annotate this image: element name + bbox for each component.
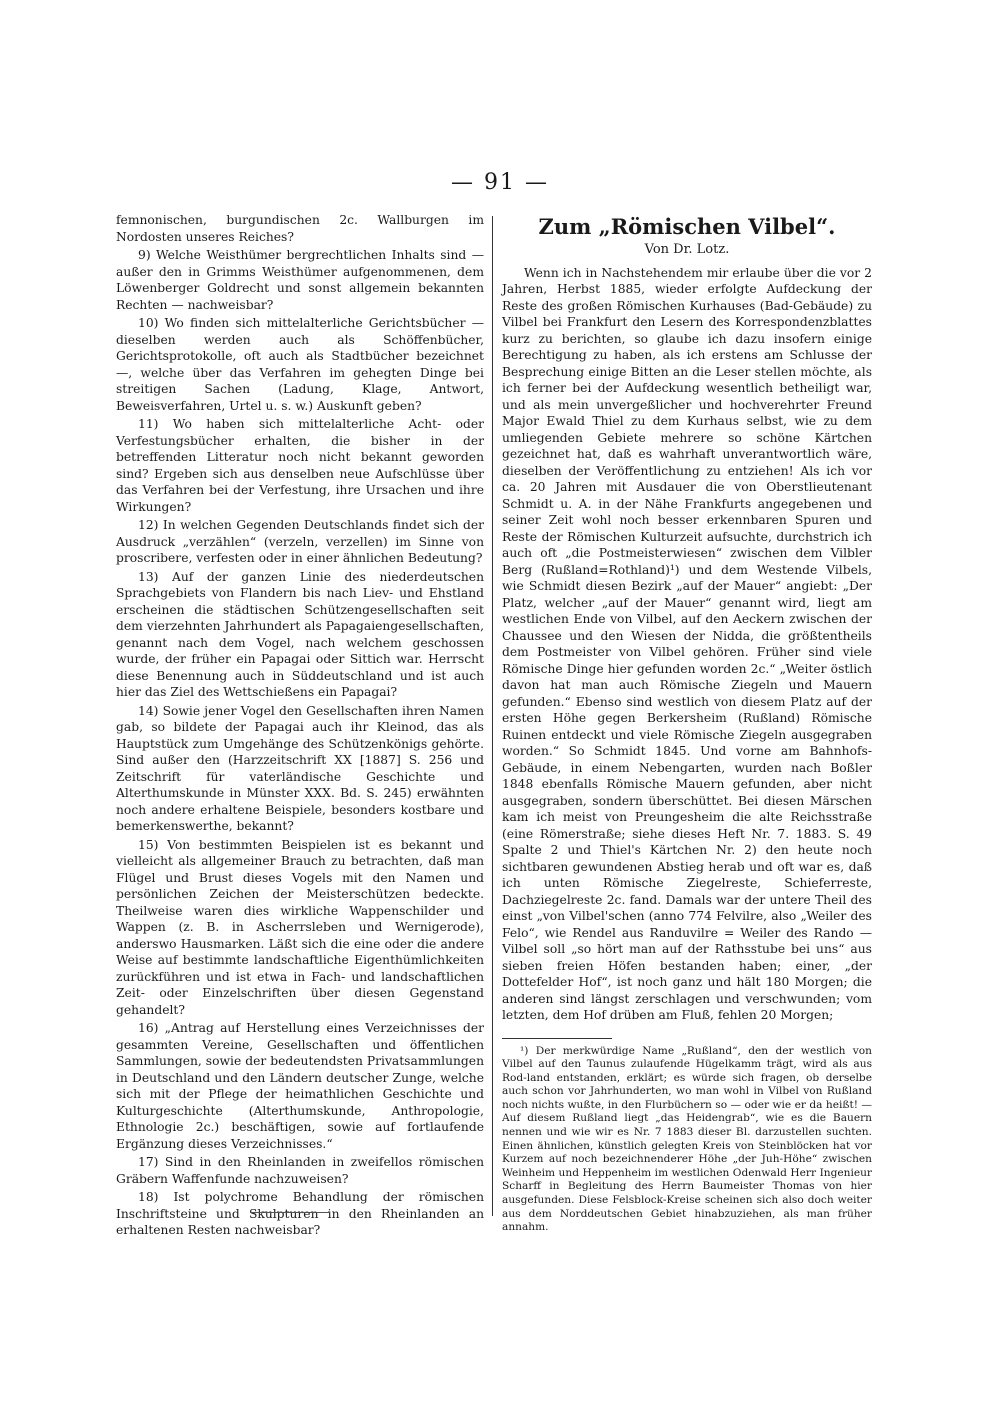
footnote-text: ¹) Der merkwürdige Name „Rußland“, den der westlich von Vilbel auf den Taunus zulaufende Hügelkamm trägt, wird als aus Rod-land entstanden, erklärt; es würde sich fragen, ob derselbe auch schon vor Jahrhunderten, wo man wohl in Vilbel von Rußland noch nichts wußte, in den Flurbüchern so — oder wie er da heißt! — Auf diesem Rußland liegt „das Heidengrab“, wie es die Bauern nennen und wie wir es Nr. 7 1883 dieser Bl. darzustellen suchten. Einen ähnlichen, künstlich gelegten Kreis von Steinblöcken hat vor Kurzem auf noch bezeichnenderer Höhe „der Juh-Höhe“ zwischen Weinheim und Heppenheim im westlichen Odenwald Herr Ingenieur Scharff in Begleitung des Herrn Baumeister Thomas von hier ausgefunden. Diese Felsblock-Kreise scheinen sich also doch weiter aus dem Norddeutschen Gebiet hinabzuziehen, als man früher annahm. (502, 1044, 872, 1234)
paragraph: 12) In welchen Gegenden Deutschlands findet sich der Ausdruck „verzählen“ (verzeln, verzellen) im Sinne von proscribere, verfesten oder in einer ähnlichen Bedeutung? (116, 518, 484, 565)
paragraph: 16) „Antrag auf Herstellung eines Verzeichnisses der gesammten Vereine, Gesellschaften und öffentlichen Sammlungen, sowie der bedeutendsten Privatsammlungen in Deutschland und den Ländern deutscher Zunge, welche sich mit der Pflege der heimathlichen Geschichte und Kulturgeschichte (Alterthumskunde, Anthropologie, Ethnologie 2c.) beschäftigen, sowie auf fortlaufende Ergänzung dieses Verzeichnisses.“ (116, 1021, 484, 1151)
footnote-rule (502, 1038, 612, 1039)
article-body: Wenn ich in Nachstehendem mir erlaube über die vor 2 Jahren, Herbst 1885, wieder erfolgte Aufdeckung der Reste des großen Römischen Kurhauses (Bad-Gebäude) zu Vilbel bei Frankfurt den Lesern des Korrespondenzblattes kurz zu berichten, so glaube ich dazu insofern einige Berechtigung zu haben, als ich erstens am Schlusse der Besprechung einige Bitten an die Leser stellen möchte, als ich ferner bei der Aufdeckung wesentlich betheiligt war, und als mein unvergeßlicher und hochverehrter Freund Major Ewald Thiel zu dem Kurhaus selbst, wie zu dem umliegenden Gebiete mehrere so schöne Kärtchen gezeichnet hat, daß es wahrhaft unverantwortlich wäre, dieselben der Veröffentlichung zu entziehen! Als ich vor ca. 20 Jahren mit Ausdauer die von Oberstlieutenant Schmidt u. A. in der Nähe Frankfurts angegebenen und seiner Zeit wohl noch besser erkennbaren Spuren und Reste der Römischen Kulturzeit aufsuchte, durchstrich ich auch oft „die Postmeisterwiesen“ zwischen dem Vilbler Berg (Rußland=Rothland)¹) und dem Westende Vilbels, wie Schmidt diesen Bezirk „auf der Mauer“ angiebt: „Der Platz, welcher „auf der Mauer“ genannt wird, liegt am westlichen Ende von Vilbel, auf den Aeckern zwischen der Chaussee und den Wiesen der Nidda, die größtentheils dem Postmeister von Vilbel gehören. Früher sind viele Römische Dinge hier gefunden worden 2c.“ „Weiter östlich davon hat man auch Römische Ziegeln und Mauern gefunden.“ Ebenso sind westlich von diesem Platz auf der ersten Höhe gegen Berkersheim (Rußland) Römische Ruinen entdeckt und viele Römische Ziegeln ausgegraben worden.“ So Schmidt 1845. Und vorne am Bahnhofs-Gebäude, in einem Nebengarten, wurden nach Boßler 1848 ebenfalls Römische Mauern gefunden, aber nicht ausgegraben, sondern überschüttet. Bei diesen Märschen kam ich meist von Preungesheim die alte Reichsstraße (eine Römerstraße; siehe dieses Heft Nr. 7. 1883. S. 49 Spalte 2 und Thiel's Kärtchen Nr. 2) den heute noch sichtbaren gewundenen Abstieg herab und oft war es, daß ich unten Römische Ziegelreste, Schieferreste, Dachziegelreste 2c. fand. Damals war der untere Theil des einst „von Vilbel'schen (anno 774 Felvilre, also „Weiler des Felo“, wie Rendel aus Randuvilre = Weiler des Rando — Vilbel soll „so hört man auf der Rathsstube bei uns“ aus sieben freien Höfen bestanden haben; einer, „der Dottefelder Hof“, ist noch ganz und hält 180 Morgen; die anderen sind längst zerschlagen und verschwunden; vom letzten, dem Hof drüben am Fluß, fehlen 20 Morgen; (502, 265, 872, 1022)
footnote (502, 1045, 872, 1235)
paragraph: 14) Sowie jener Vogel den Gesellschaften ihren Namen gab, so bildete der Papagai auch ihr Kleinod, das als Hauptstück zum Umgehänge des Schützenkönigs gehörte. Sind außer den (Harzzeitschrift XX [1887] S. 256 und Zeitschrift für vaterländische Geschichte und Alterthumskunde in Münster XXX. Bd. S. 245) erwähnten noch andere erhaltene Beispiele, besonders kostbare und bemerkenswerthe, bekannt? (116, 703, 484, 833)
right-column (502, 212, 872, 1235)
paragraph: 15) Von bestimmten Beispielen ist es bekannt und vielleicht als allgemeiner Brauch zu betrachten, daß man Flügel und Brust dieses Vogels mit den Namen und persönlichen Zeichen der Meisterschützen bedeckte. Theilweise waren dies wirkliche Wappenschilder und Wappen (z. B. in Ascherrsleben und Wernigerode), anderswo Hausmarken. Läßt sich die eine oder die andere Weise auf bestimmte landschaftliche Eigenthümlichkeiten zurückführen und ist etwa in Fach- und landschaftlichen Zeit- oder Einzelschriften über diesen Gegenstand gehandelt? (116, 837, 484, 1017)
paragraph: femnonischen, burgundischen 2c. Wallburgen im Nordosten unseres Reiches? (116, 213, 484, 244)
column-divider (492, 216, 493, 1216)
paragraph: 9) Welche Weisthümer bergrechtlichen Inhalts sind — außer den in Grimms Weisthümer aufgenommenen, dem Löwenberger Goldrecht und sonst allgemein bekannten Rechten — nachweisbar? (116, 248, 484, 312)
paragraph: 18) Ist polychrome Behandlung der römischen Inschriftsteine und Skulpturen in den Rheinlanden an erhaltenen Resten nachweisbar? (116, 1190, 484, 1237)
article-byline: Von Dr. Lotz. (644, 242, 730, 257)
paragraph: 13) Auf der ganzen Linie des niederdeutschen Sprachgebiets von Flandern bis nach Liev- und Ehstland erscheinen die städtischen Schützengesellschaften seit dem vierzehnten Jahrhundert als Papagaiengesellschaften, genannt nach dem Vogel, nach welchem geschossen wurde, der früher ein Papagai oder Sittich war. Herrscht diese Benennung auch in Süddeutschland und ist auch hier das Ziel des Wettschießens ein Papagai? (116, 569, 484, 699)
paragraph: 17) Sind in den Rheinlanden in zweifellos römischen Gräbern Waffenfunde nachzuweisen? (116, 1155, 484, 1186)
paragraph: 11) Wo haben sich mittelalterliche Acht- oder Verfestungsbücher erhalten, die bisher in der betreffenden Litteratur noch nicht bekannt geworden sind? Ergeben sich aus denselben neue Aufschlüsse über das Verfahren bei der Verfestung, ihre Ursachen und ihre Wirkungen? (116, 417, 484, 514)
article-title: Zum „Römischen Vilbel“. (538, 214, 836, 239)
left-column (116, 212, 484, 1241)
paragraph: 10) Wo finden sich mittelalterliche Gerichtsbücher — dieselben werden auch als Schöffenbücher, Gerichtsprotokolle, oft auch als Stadtbücher bezeichnet —, welche über das Verfahren im gehegten Dinge bei streitigen Sachen (Ladung, Klage, Antwort, Beweisverfahren, Urtel u. s. w.) Auskunft geben? (116, 316, 484, 413)
page-number: — 91 — (451, 170, 549, 195)
section-end-rule (250, 1212, 330, 1213)
